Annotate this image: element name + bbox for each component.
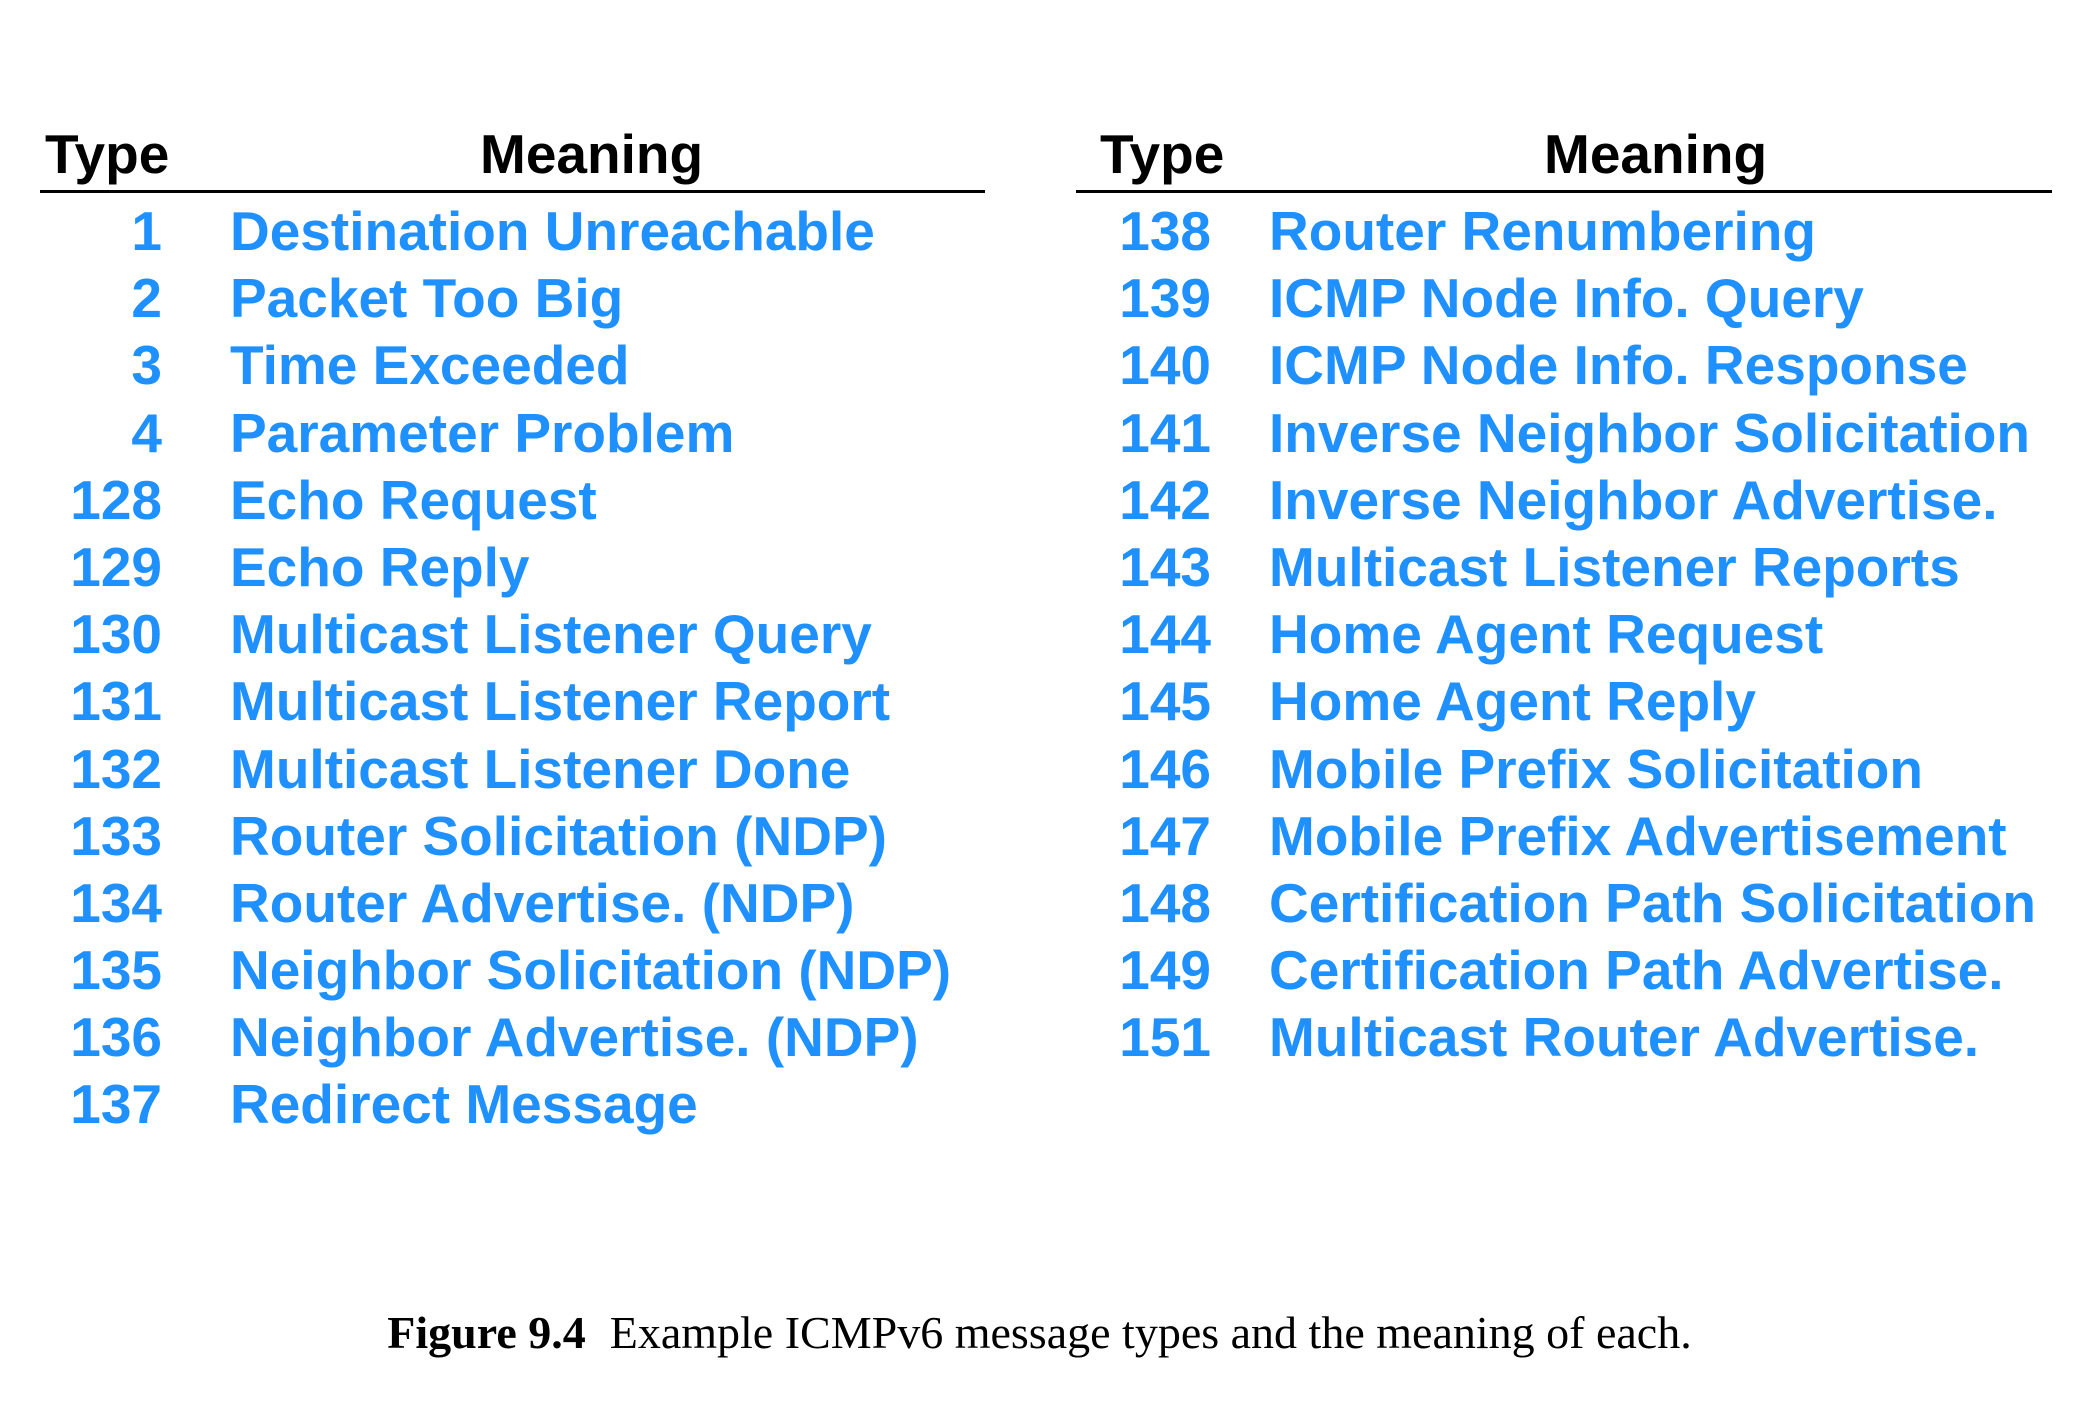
type-meaning: Neighbor Solicitation (NDP) — [230, 939, 952, 1002]
type-meaning: Certification Path Solicitation — [1269, 871, 2037, 934]
type-column-header: Type — [1100, 123, 1225, 185]
table-row — [1076, 737, 2052, 804]
table-body — [1076, 199, 2052, 1072]
type-number: 128 — [70, 468, 162, 531]
type-meaning: Certification Path Advertise. — [1269, 939, 2004, 1002]
type-meaning: Redirect Message — [230, 1073, 698, 1136]
type-number: 2 — [131, 267, 162, 330]
type-number: 132 — [70, 737, 162, 800]
table-row — [40, 535, 985, 602]
table-row — [1076, 468, 2052, 535]
table-row — [40, 737, 985, 804]
type-number: 147 — [1119, 804, 1211, 867]
table-row — [1076, 871, 2052, 938]
type-meaning: Router Renumbering — [1269, 200, 1816, 262]
type-number: 144 — [1119, 603, 1211, 666]
table-row — [40, 401, 985, 468]
type-number: 141 — [1119, 401, 1211, 464]
figure-caption-text: Example ICMPv6 message types and the meaning of each. — [609, 1307, 1692, 1358]
type-meaning: Destination Unreachable — [230, 200, 875, 262]
type-meaning: Multicast Listener Query — [230, 603, 872, 666]
table-row — [1076, 669, 2052, 736]
type-number: 136 — [70, 1006, 162, 1069]
type-meaning: Router Advertise. (NDP) — [230, 871, 855, 934]
type-number: 151 — [1119, 1006, 1211, 1069]
table-row — [1076, 401, 2052, 468]
table-row — [40, 468, 985, 535]
type-number: 139 — [1119, 267, 1211, 330]
figure-caption — [0, 1306, 2079, 1359]
type-meaning: Neighbor Advertise. (NDP) — [230, 1006, 919, 1069]
table-header — [1076, 118, 2052, 193]
type-meaning: Multicast Listener Report — [230, 670, 891, 733]
meaning-column-header: Meaning — [1544, 123, 1768, 185]
type-meaning: Multicast Router Advertise. — [1269, 1006, 1980, 1069]
type-number: 145 — [1119, 670, 1211, 733]
table-row — [1076, 804, 2052, 871]
table-row — [1076, 602, 2052, 669]
type-number: 1 — [131, 200, 162, 262]
type-number: 3 — [131, 334, 162, 397]
type-meaning: ICMP Node Info. Response — [1269, 334, 1968, 397]
type-number: 142 — [1119, 468, 1211, 531]
type-meaning: Mobile Prefix Advertisement — [1269, 804, 2007, 867]
type-meaning: Multicast Listener Reports — [1269, 535, 1960, 598]
type-number: 137 — [70, 1073, 162, 1136]
type-meaning: Home Agent Reply — [1269, 670, 1756, 733]
table-row — [40, 266, 985, 333]
type-meaning: Inverse Neighbor Solicitation — [1269, 401, 2030, 464]
type-meaning: Multicast Listener Done — [230, 737, 851, 800]
type-number: 129 — [70, 535, 162, 598]
table-row — [1076, 535, 2052, 602]
table-row — [40, 804, 985, 871]
icmpv6-table-left — [40, 118, 985, 1140]
type-number: 140 — [1119, 334, 1211, 397]
type-number: 143 — [1119, 535, 1211, 598]
type-number: 135 — [70, 939, 162, 1002]
type-meaning: Parameter Problem — [230, 401, 735, 464]
table-row — [40, 938, 985, 1005]
type-number: 146 — [1119, 737, 1211, 800]
table-row — [1076, 266, 2052, 333]
type-meaning: Time Exceeded — [230, 334, 630, 397]
table-row — [40, 669, 985, 736]
table-row — [40, 1072, 985, 1139]
table-row — [1076, 333, 2052, 400]
type-meaning: Inverse Neighbor Advertise. — [1269, 468, 1998, 531]
table-row — [40, 1005, 985, 1072]
type-meaning: Home Agent Request — [1269, 603, 1824, 666]
meaning-column-header: Meaning — [480, 123, 704, 185]
type-number: 133 — [70, 804, 162, 867]
type-number: 148 — [1119, 871, 1211, 934]
type-number: 138 — [1119, 200, 1211, 262]
type-number: 131 — [70, 670, 162, 733]
type-number: 149 — [1119, 939, 1211, 1002]
type-number: 134 — [70, 871, 162, 934]
table-row — [40, 602, 985, 669]
table-row — [1076, 199, 2052, 266]
table-row — [40, 333, 985, 400]
type-meaning: Packet Too Big — [230, 267, 624, 330]
type-column-header: Type — [45, 123, 170, 185]
type-meaning: Echo Request — [230, 468, 597, 531]
type-meaning: Echo Reply — [230, 535, 530, 598]
type-meaning: Router Solicitation (NDP) — [230, 804, 887, 867]
table-body — [40, 199, 985, 1140]
table-row — [1076, 1005, 2052, 1072]
icmpv6-table-right — [1076, 118, 2052, 1072]
type-meaning: Mobile Prefix Solicitation — [1269, 737, 1923, 800]
table-row — [40, 199, 985, 266]
table-row — [40, 871, 985, 938]
figure-label: Figure 9.4 — [387, 1307, 586, 1358]
type-meaning: ICMP Node Info. Query — [1269, 267, 1864, 330]
type-number: 4 — [131, 401, 162, 464]
table-row — [1076, 938, 2052, 1005]
table-header — [40, 118, 985, 193]
type-number: 130 — [70, 603, 162, 666]
